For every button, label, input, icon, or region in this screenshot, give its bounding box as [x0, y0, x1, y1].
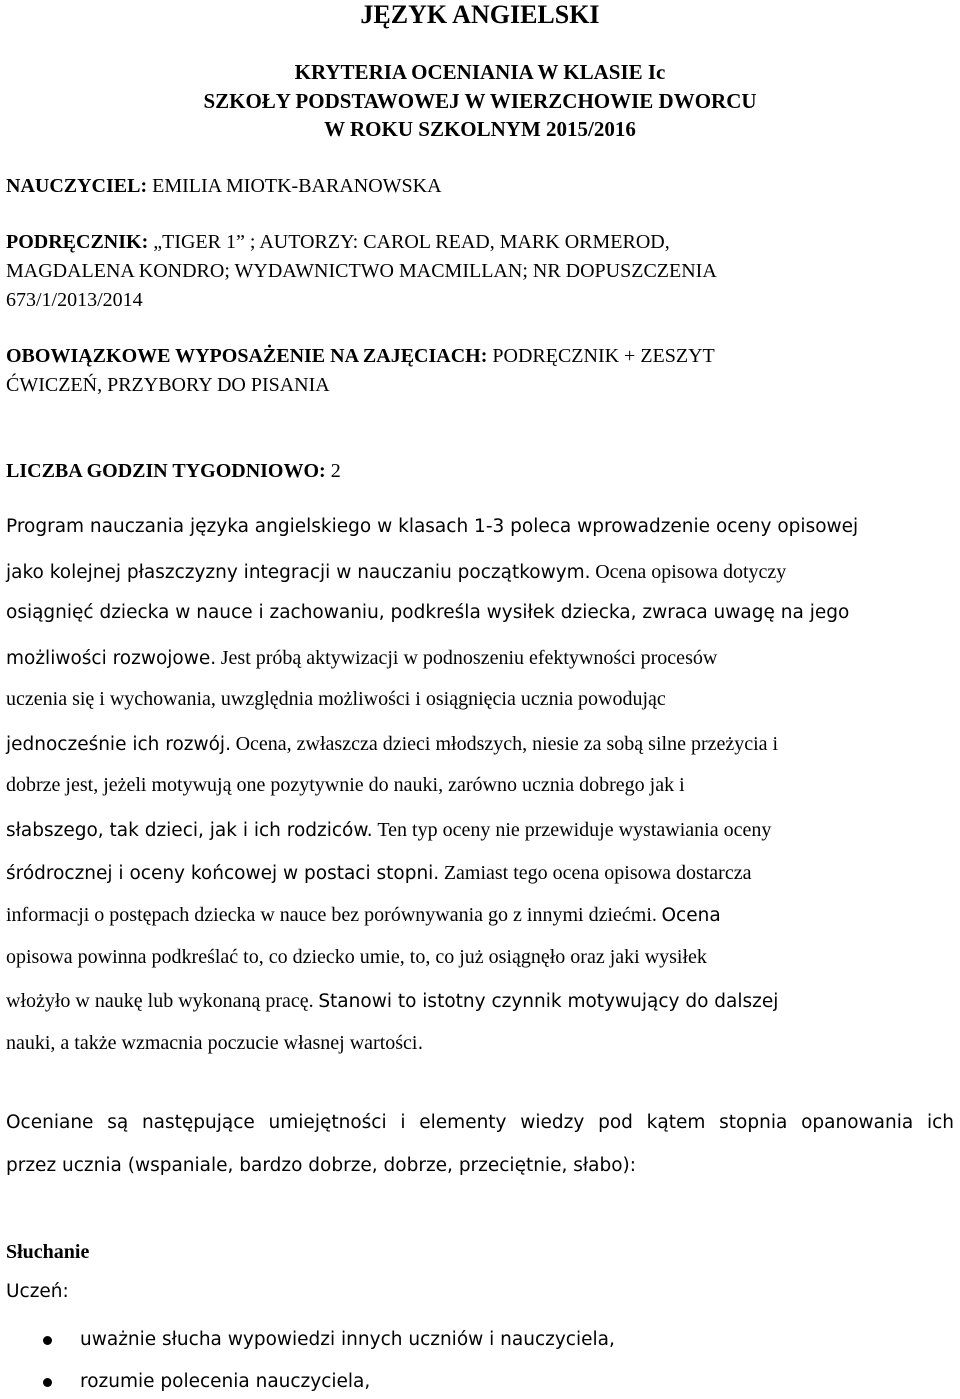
paragraph-line-6 [6, 731, 778, 757]
equipment-value: PODRĘCZNIK + ZESZYT [487, 345, 715, 367]
paragraph-line-10 [6, 902, 721, 928]
paragraph-line-7: dobrze jest, jeżeli motywują one pozytywnie do nauki, zarówno ucznia dobrego jak i [6, 774, 685, 796]
paragraph-fragment: informacji o postępach dziecka w nauce bez porównywania go z innymi dziećmi. [6, 904, 657, 926]
equipment-line-1 [6, 343, 715, 369]
paragraph-line-8 [6, 817, 771, 843]
hours-value: 2 [325, 460, 341, 482]
paragraph-fragment: słabszego, tak dzieci, jak i ich rodziców. [6, 820, 373, 841]
hours-label: LICZBA GODZIN TYGODNIOWO: [6, 460, 326, 482]
textbook-line-1 [6, 229, 670, 255]
textbook-label: PODRĘCZNIK: [6, 231, 149, 253]
subtitle-line-2: SZKOŁY PODSTAWOWEJ W WIERZCHOWIE DWORCU [203, 89, 757, 113]
paragraph-fragment: Ocena opisowa dotyczy [595, 561, 787, 583]
textbook-value: „TIGER 1” ; AUTORZY: CAROL READ, MARK ORMEROD, [148, 231, 670, 253]
bullet-icon [43, 1378, 52, 1387]
paragraph-fragment: Stanowi to istotny czynnik motywujący do dalszej [318, 991, 779, 1012]
paragraph-fragment: Ocena, zwłaszcza dzieci młodszych, niesie za sobą silne przeżycia i [235, 733, 779, 755]
paragraph-fragment: Zamiast tego ocena opisowa dostarcza [443, 862, 752, 884]
bullet-icon [43, 1336, 52, 1345]
paragraph-fragment: Jest próbą aktywizacji w podnoszeniu efektywności procesów [220, 647, 718, 669]
paragraph-fragment: możliwości rozwojowe. [6, 648, 217, 669]
paragraph-fragment: jednocześnie ich rozwój. [6, 734, 231, 755]
paragraph-fragment: Ocena [661, 905, 721, 926]
equipment-label: OBOWIĄZKOWE WYPOSAŻENIE NA ZAJĘCIACH: [6, 345, 488, 367]
textbook-line-3: 673/1/2013/2014 [6, 289, 143, 311]
document-title: JĘZYK ANGIELSKI [360, 0, 600, 29]
paragraph-line-12 [6, 988, 778, 1014]
assessment-intro-line-1: Oceniane są następujące umiejętności i elementy wiedzy pod kątem stopnia opanowania ich [6, 1112, 954, 1133]
paragraph-fragment: włożyło w naukę lub wykonaną pracę. [6, 990, 314, 1012]
paragraph-fragment: Ten typ oceny nie przewiduje wystawiania oceny [377, 819, 772, 841]
teacher-value: EMILIA MIOTK-BARANOWSKA [147, 175, 442, 197]
paragraph-fragment: jako kolejnej płaszczyzny integracji w nauczaniu początkowym. [6, 562, 591, 583]
list-item: rozumie polecenia nauczyciela, [80, 1371, 371, 1392]
paragraph-line-11: opisowa powinna podkreślać to, co dziecko umie, to, co już osiągnęło oraz jaki wysiłek [6, 946, 707, 968]
hours-line [6, 458, 341, 484]
teacher-line [6, 173, 442, 199]
section-heading: Słuchanie [6, 1241, 90, 1263]
paragraph-line-2 [6, 559, 786, 585]
subtitle-line-3: W ROKU SZKOLNYM 2015/2016 [324, 117, 636, 141]
list-item: uważnie słucha wypowiedzi innych uczniów i nauczyciela, [80, 1329, 615, 1350]
paragraph-line-1: Program nauczania języka angielskiego w klasach 1-3 poleca wprowadzenie oceny opisowej [6, 516, 859, 537]
student-label: Uczeń: [6, 1281, 69, 1302]
paragraph-fragment: . [417, 1033, 424, 1054]
paragraph-fragment: śródrocznej i oceny końcowej w postaci stopni. [6, 863, 440, 884]
teacher-label: NAUCZYCIEL: [6, 175, 148, 197]
paragraph-line-5: uczenia się i wychowania, uwzględnia możliwości i osiągnięcia ucznia powodując [6, 688, 666, 710]
paragraph-fragment: nauki, a także wzmacnia poczucie własnej wartości [6, 1032, 418, 1054]
textbook-line-2: MAGDALENA KONDRO; WYDAWNICTWO MACMILLAN; NR DOPUSZCZENIA [6, 260, 717, 282]
paragraph-line-13 [6, 1030, 423, 1056]
assessment-intro-line-2: przez ucznia (wspaniale, bardzo dobrze, dobrze, przeciętnie, słabo): [6, 1155, 636, 1176]
paragraph-line-9 [6, 860, 751, 886]
paragraph-line-4 [6, 645, 717, 671]
paragraph-line-3: osiągnięć dziecka w nauce i zachowaniu, podkreśla wysiłek dziecka, zwraca uwagę na jego [6, 602, 850, 623]
equipment-line-2: ĆWICZEŃ, PRZYBORY DO PISANIA [6, 374, 330, 396]
subtitle-line-1: KRYTERIA OCENIANIA W KLASIE Ic [294, 60, 666, 84]
